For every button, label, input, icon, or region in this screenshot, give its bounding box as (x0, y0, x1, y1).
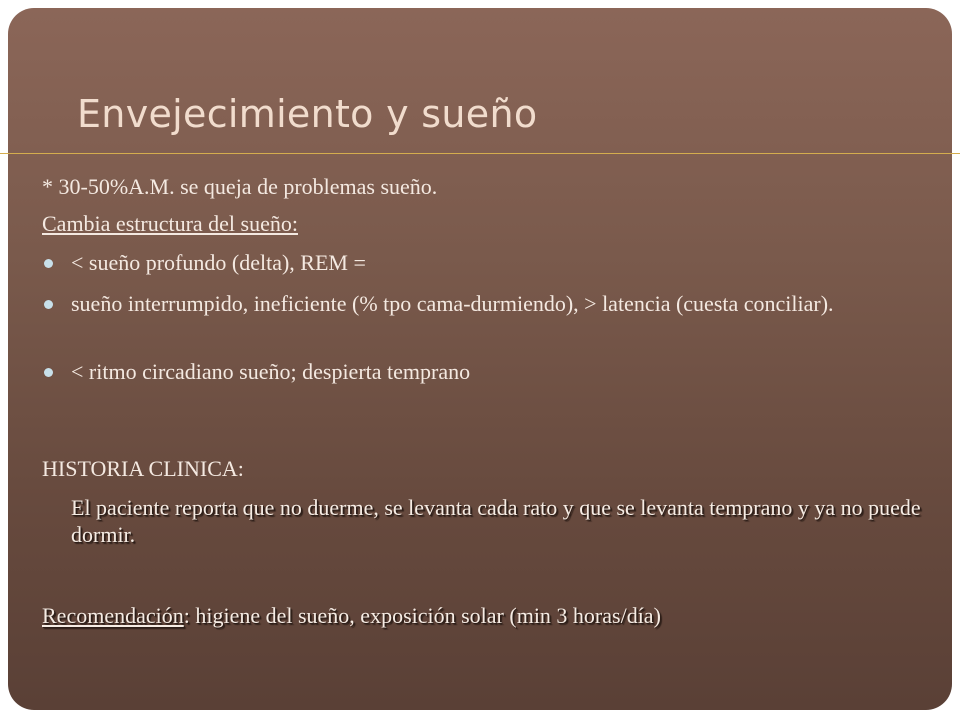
bullet-text: sueño interrumpido, ineficiente (% tpo cama-durmiendo), > latencia (cuesta conciliar). (71, 291, 834, 316)
bullet-icon (44, 300, 53, 309)
recommendation (42, 602, 661, 629)
bullet-item (42, 358, 922, 385)
bullet-icon (44, 368, 53, 377)
bullet-item (42, 290, 922, 317)
stat-line: * 30-50%A.M. se queja de problemas sueño. (42, 174, 438, 199)
slide-title: Envejecimiento y sueño (77, 92, 538, 136)
recommendation-label: Recomendación (42, 603, 184, 628)
bullet-icon (44, 259, 53, 268)
section-heading: Cambia estructura del sueño: (42, 211, 298, 236)
history-heading: HISTORIA CLINICA: (42, 456, 244, 481)
recommendation-text: : higiene del sueño, exposición solar (min 3 horas/día) (183, 603, 661, 628)
bullet-text: < ritmo circadiano sueño; despierta temprano (71, 359, 471, 384)
bullet-text: < sueño profundo (delta), REM = (71, 250, 366, 275)
title-divider (0, 153, 960, 154)
history-text: El paciente reporta que no duerme, se levanta cada rato y que se levanta temprano y ya no puede dormir. (71, 495, 921, 547)
bullet-item (42, 249, 922, 276)
